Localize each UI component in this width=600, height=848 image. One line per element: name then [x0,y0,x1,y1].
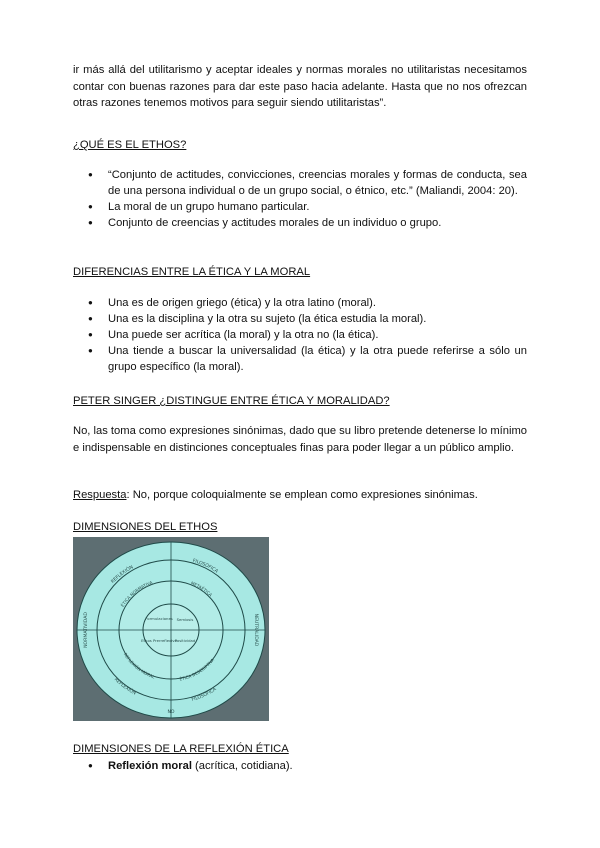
label-outer-top-right: FILOSÓFICA [191,558,219,575]
diferencias-list [73,295,527,375]
list-item: ● Una es de origen griego (ética) y la otra latino (moral). [73,295,527,311]
list-item: ● Una es la disciplina y la otra su sujeto (la ética estudia la moral). [73,311,527,327]
label-outer-left: NORMATIVIDAD [84,612,89,648]
label-outer-top-left: REFLEXIÓN [110,565,135,585]
label-outer-bottom-left: REFLEXIÓN [112,677,137,697]
label-inner-bottom-left: Ethos Prerreflexivo [141,638,177,643]
respuesta-label: Respuesta [73,489,127,501]
heading-que-es-ethos: ¿QUÉ ES EL ETHOS? [73,139,187,151]
respuesta-text: : No, porque coloquialmente se emplean como expresiones sinónimas. [126,489,478,501]
list-item: ● La moral de un grupo humano particular. [73,199,527,215]
list-item [73,758,527,774]
heading-dimensiones-reflexion: DIMENSIONES DE LA REFLEXIÓN ÉTICA [73,743,289,755]
reflexion-list [73,758,527,774]
label-middle-bottom-right: ÉTICA DESCRIPTIVA [178,657,216,682]
respuesta-line [73,487,527,504]
list-item: ● “Conjunto de actitudes, convicciones, creencias morales y formas de conducta, sea de una persona individual o de un grupo social, o étnico, etc.” (Maliandi, 2004: 20). [73,167,527,199]
label-outer-right: NEUTRALIDAD [253,613,258,647]
list-item: ● Una tiende a buscar la universalidad (la ética) y la otra puede referirse a sólo un grupo específico (la moral). [73,343,527,375]
label-middle-top-right: METAÉTICA [190,580,214,598]
list-item: ● Una puede ser acrítica (la moral) y la otra no (la ética). [73,327,527,343]
label-middle-bottom-left: REFLEXIÓN MORAL [122,651,156,680]
heading-diferencias: DIFERENCIAS ENTRE LA ÉTICA Y LA MORAL [73,266,311,278]
heading-peter-singer: PETER SINGER ¿DISTINGUE ENTRE ÉTICA Y MORALIDAD? [73,395,390,407]
label-inner-top-right: Semiosis [176,617,194,622]
reflexion-moral-label: Reflexión moral [108,760,192,772]
ethos-definitions-list [73,167,527,231]
heading-dimensiones-ethos: DIMENSIONES DEL ETHOS [73,521,218,533]
singer-paragraph: No, las toma como expresiones sinónimas, dado que su libro pretende detenerse lo mínimo e indispensable en distinciones conceptuales finas para poder llegar a un público amplio. [73,425,527,454]
label-outer-bottom-center: NO [167,710,175,715]
intro-paragraph: ir más allá del utilitarismo y aceptar ideales y normas morales no utilitaristas necesitamos contar con buenas razones para dar este paso hacia adelante. Hasta que no nos ofrezcan otras razones tenemos motivos para seguir siendo utilitaristas”. [73,64,527,109]
label-inner-bottom-right: Positividad [174,638,196,643]
reflexion-moral-text: (acrítica, cotidiana). [191,760,293,772]
label-inner-top-left: Formulaciones [145,616,173,621]
label-outer-bottom-right: FILOSÓFICA [191,687,218,703]
label-middle-top-left: ÉTICA NORMATIVA [119,579,154,608]
list-item: ● Conjunto de creencias y actitudes morales de un individuo o grupo. [73,215,527,231]
ethos-dimensions-diagram [73,537,269,721]
